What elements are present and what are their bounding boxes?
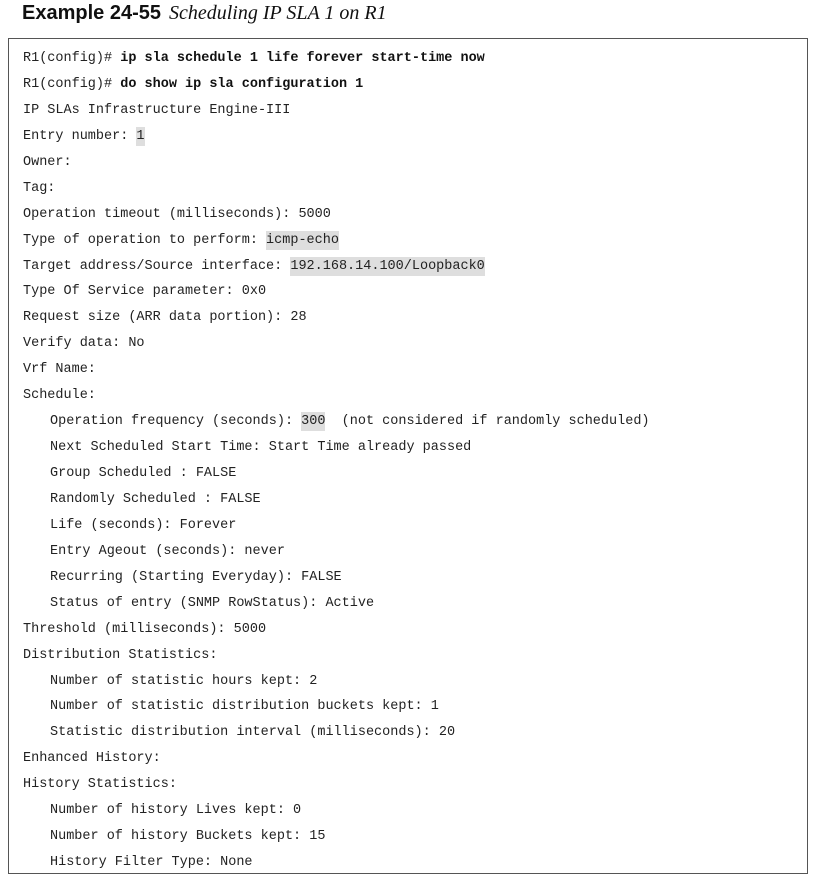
highlighted-value: icmp-echo <box>266 232 339 248</box>
output-line <box>23 383 807 409</box>
example-caption <box>22 0 387 26</box>
output-text: Number of statistic hours kept: 2 <box>50 673 318 689</box>
cli-output-box <box>8 38 808 874</box>
output-text: Status of entry (SNMP RowStatus): Active <box>50 595 375 611</box>
cli-command: do show ip sla configuration 1 <box>120 76 364 92</box>
output-line <box>23 694 807 720</box>
output-text: Enhanced History: <box>23 751 161 767</box>
output-line <box>23 798 807 824</box>
output-line <box>23 279 807 305</box>
output-line <box>23 591 807 617</box>
cli-prompt: R1(config)# <box>23 51 121 66</box>
output-text: Recurring (Starting Everyday): FALSE <box>50 569 342 585</box>
output-line <box>23 98 807 124</box>
output-text: Type of operation to perform: <box>23 232 267 248</box>
output-line <box>23 202 807 228</box>
output-line <box>23 357 807 383</box>
command-line <box>23 72 807 98</box>
output-text: Next Scheduled Start Time: Start Time already passed <box>50 440 472 456</box>
output-text: Target address/Source interface: <box>23 258 291 274</box>
cli-output-lines <box>23 46 807 876</box>
output-text: Type Of Service parameter: 0x0 <box>23 284 267 300</box>
output-line <box>23 435 807 461</box>
output-line <box>23 228 807 254</box>
output-text: Number of statistic distribution buckets kept: 1 <box>50 699 439 715</box>
output-line <box>23 150 807 176</box>
output-text: Verify data: No <box>23 336 145 352</box>
cli-command: ip sla schedule 1 life forever start-time now <box>120 51 485 66</box>
output-line <box>23 824 807 850</box>
output-text: Life (seconds): Forever <box>50 517 237 533</box>
output-line <box>23 176 807 202</box>
example-title: Scheduling IP SLA 1 on R1 <box>168 2 387 24</box>
output-line <box>23 565 807 591</box>
output-line <box>23 331 807 357</box>
output-line <box>23 850 807 876</box>
output-line <box>23 720 807 746</box>
output-line <box>23 461 807 487</box>
output-text: (not considered if randomly scheduled) <box>325 414 650 430</box>
output-text: Statistic distribution interval (milliseconds): 20 <box>50 725 456 741</box>
output-text: History Filter Type: None <box>50 855 253 871</box>
highlighted-value: 300 <box>301 414 326 430</box>
output-line <box>23 513 807 539</box>
output-text: Vrf Name: <box>23 362 96 378</box>
output-text: Tag: <box>23 180 56 196</box>
command-line <box>23 46 807 72</box>
example-number: Example 24-55 <box>22 2 161 24</box>
output-text: Number of history Lives kept: 0 <box>50 803 302 819</box>
output-line <box>23 746 807 772</box>
output-line <box>23 409 807 435</box>
output-line <box>23 669 807 695</box>
cli-prompt: R1(config)# <box>23 76 121 92</box>
output-text: Randomly Scheduled : FALSE <box>50 491 261 507</box>
output-text: Entry number: <box>23 128 137 144</box>
output-line <box>23 772 807 798</box>
output-line <box>23 124 807 150</box>
output-line <box>23 305 807 331</box>
output-line <box>23 539 807 565</box>
output-line <box>23 487 807 513</box>
output-text: Distribution Statistics: <box>23 647 218 663</box>
output-text: Owner: <box>23 154 72 170</box>
output-text: Threshold (milliseconds): 5000 <box>23 621 267 637</box>
output-text: Number of history Buckets kept: 15 <box>50 829 326 845</box>
output-text: Operation timeout (milliseconds): 5000 <box>23 206 331 222</box>
output-text: Operation frequency (seconds): <box>50 414 302 430</box>
output-text: Request size (ARR data portion): 28 <box>23 310 307 326</box>
highlighted-value: 1 <box>136 128 145 144</box>
output-line <box>23 617 807 643</box>
highlighted-value: 192.168.14.100/Loopback0 <box>290 258 485 274</box>
output-text: IP SLAs Infrastructure Engine-III <box>23 102 291 118</box>
output-text: History Statistics: <box>23 777 177 793</box>
output-line <box>23 254 807 280</box>
output-line <box>23 643 807 669</box>
output-text: Group Scheduled : FALSE <box>50 466 237 481</box>
output-text: Entry Ageout (seconds): never <box>50 543 285 559</box>
output-text: Schedule: <box>23 388 96 404</box>
